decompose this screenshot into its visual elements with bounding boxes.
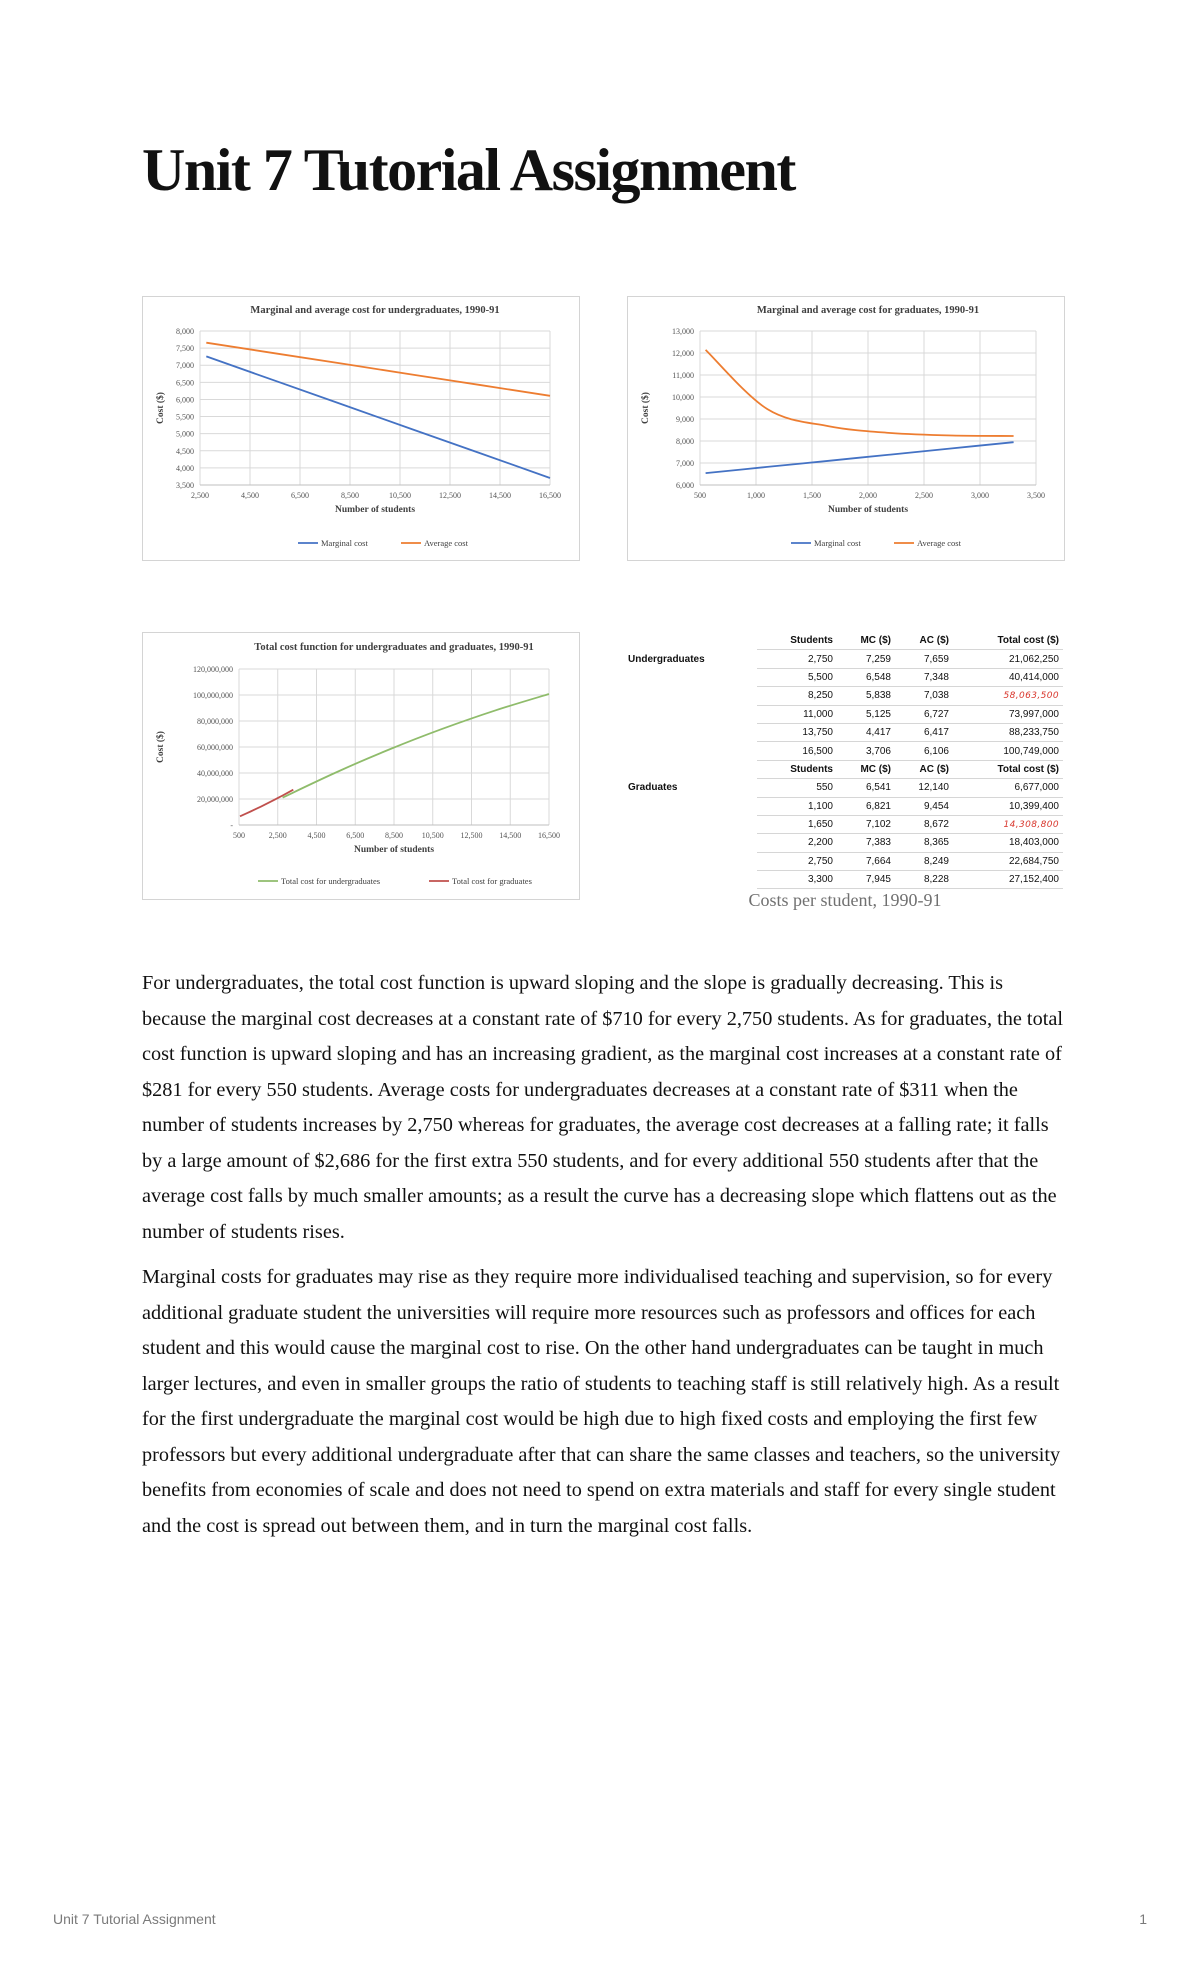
- y-tick-label: 10,000: [672, 393, 694, 402]
- table-cell: 3,300: [757, 871, 837, 889]
- table-cell: 7,659: [895, 650, 953, 668]
- group-label-blank: [627, 687, 757, 705]
- table-cell: 7,664: [837, 852, 895, 870]
- page-title: Unit 7 Tutorial Assignment: [142, 137, 795, 203]
- table-cell: 8,365: [895, 834, 953, 852]
- table-cell: 5,838: [837, 687, 895, 705]
- table-cell: 8,250: [757, 687, 837, 705]
- table-cell: 7,348: [895, 668, 953, 686]
- table-cell: 16,500: [757, 742, 837, 760]
- x-tick-label: 2,000: [859, 491, 877, 500]
- table-cell: 7,102: [837, 815, 895, 833]
- x-tick-label: 16,500: [538, 831, 560, 840]
- table-cell: 12,140: [895, 779, 953, 797]
- y-axis-label: Cost ($): [641, 392, 651, 424]
- group-label-blank: [627, 852, 757, 870]
- table-cell: 7,383: [837, 834, 895, 852]
- y-tick-label: 7,000: [676, 459, 694, 468]
- y-tick-label: 8,000: [176, 327, 194, 336]
- table-header-row: [627, 632, 1063, 650]
- table-header-blank: [627, 760, 757, 778]
- table-cell: 58,063,500: [953, 687, 1063, 705]
- x-tick-label: 4,500: [241, 491, 259, 500]
- y-tick-label: 11,000: [672, 371, 694, 380]
- table-row: [627, 852, 1063, 870]
- y-tick-label: 5,500: [176, 412, 194, 422]
- table-row: [627, 668, 1063, 686]
- column-header: Total cost ($): [953, 632, 1063, 650]
- y-tick-label: 13,000: [672, 327, 694, 336]
- table-cell: 21,062,250: [953, 650, 1063, 668]
- x-tick-label: 2,500: [191, 491, 209, 500]
- table-caption: Costs per student, 1990-91: [748, 890, 942, 910]
- x-tick-label: 10,500: [421, 831, 444, 840]
- y-tick-label: 6,000: [176, 395, 194, 405]
- table-cell: 5,500: [757, 668, 837, 686]
- graduate-cost-chart: [627, 296, 1065, 561]
- series-line: [206, 343, 550, 396]
- table-cell: 7,945: [837, 871, 895, 889]
- legend-label: Marginal cost: [814, 538, 861, 548]
- x-tick-label: 6,500: [346, 831, 365, 840]
- paragraph: Marginal costs for graduates may rise as they require more individualised teaching and supervision, so for every additional graduate student the universities will require more resources such as professors and offices for each student and this would cause the marginal cost to rise. On the other hand undergraduates can be taught in much larger lectures, and even in smaller groups the ratio of students to teaching staff is still relatively high. As a result for the first undergraduate the marginal cost would be high due to high fixed costs and employing the first few professors but every additional undergraduate after that can share the same classes and teachers, so the university benefits from economies of scale and does not need to spend on extra materials and staff for every single student and the cost is spread out between them, and in turn the marginal cost falls.: [142, 1266, 1061, 1537]
- legend-label: Total cost for undergraduates: [281, 876, 381, 886]
- table-cell: 6,727: [895, 705, 953, 723]
- table-cell: 13,750: [757, 723, 837, 741]
- table-cell: 8,249: [895, 852, 953, 870]
- y-tick-label: 40,000,000: [197, 769, 233, 778]
- table-row: [627, 650, 1063, 668]
- x-tick-label: 6,500: [291, 491, 309, 500]
- series-line: [283, 694, 549, 798]
- column-header: Total cost ($): [953, 760, 1063, 778]
- table-row: [627, 705, 1063, 723]
- legend-label: Average cost: [424, 538, 468, 548]
- x-axis-label: Number of students: [334, 505, 416, 515]
- column-header: MC ($): [837, 760, 895, 778]
- x-tick-label: 12,500: [460, 831, 483, 840]
- group-label-blank: [627, 705, 757, 723]
- x-tick-label: 4,500: [307, 831, 326, 840]
- y-tick-label: 8,000: [676, 437, 694, 446]
- table-row: [627, 815, 1063, 833]
- x-tick-label: 3,000: [971, 491, 989, 500]
- table-cell: 40,414,000: [953, 668, 1063, 686]
- undergrad-cost-chart-svg: [143, 297, 579, 560]
- y-tick-label: 120,000,000: [193, 665, 233, 674]
- y-tick-label: 4,000: [176, 463, 194, 473]
- table-cell: 1,650: [757, 815, 837, 833]
- graduate-cost-chart-svg: [628, 297, 1064, 560]
- y-tick-label: 5,000: [176, 429, 194, 439]
- x-tick-label: 500: [233, 831, 245, 840]
- footer-title: Unit 7 Tutorial Assignment: [53, 1911, 216, 1927]
- table-cell: 100,749,000: [953, 742, 1063, 760]
- table-cell: 2,200: [757, 834, 837, 852]
- y-tick-label: -: [230, 821, 233, 830]
- x-tick-label: 2,500: [915, 491, 933, 500]
- y-tick-label: 7,500: [176, 344, 194, 354]
- x-tick-label: 10,500: [389, 491, 411, 500]
- table-cell: 14,308,800: [953, 815, 1063, 833]
- group-label-blank: [627, 871, 757, 889]
- table-header-row: [627, 760, 1063, 778]
- table-cell: 6,548: [837, 668, 895, 686]
- body-text: [142, 966, 1064, 1554]
- paragraph: For undergraduates, the total cost function is upward sloping and the slope is gradually decreasing. This is because the marginal cost decreases at a constant rate of $710 for every 2,750 students. As for graduates, the total cost function is upward sloping and has an increasing gradient, as the marginal cost increases at a constant rate of $281 for every 550 students. Average costs for undergraduates decreases at a constant rate of $311 when the number of students increases by 2,750 whereas for graduates, the average cost decreases at a falling rate; it falls by a large amount of $2,686 for the first extra 550 students, and for every additional 550 students after that the average cost falls by much smaller amounts; as a result the curve has a decreasing slope which flattens out as the number of students rises.: [142, 972, 1063, 1243]
- table-row: [627, 779, 1063, 797]
- x-tick-label: 500: [694, 491, 706, 500]
- chart-title: Total cost function for undergraduates and graduates, 1990-91: [254, 642, 534, 653]
- column-header: Students: [757, 760, 837, 778]
- table-cell: 88,233,750: [953, 723, 1063, 741]
- y-tick-label: 60,000,000: [197, 743, 233, 752]
- total-cost-chart: [142, 632, 580, 900]
- table-row: [627, 723, 1063, 741]
- x-tick-label: 12,500: [439, 491, 461, 500]
- table-cell: 8,228: [895, 871, 953, 889]
- x-tick-label: 14,500: [489, 491, 511, 500]
- table-row: [627, 871, 1063, 889]
- table-cell: 27,152,400: [953, 871, 1063, 889]
- legend-label: Total cost for graduates: [452, 876, 532, 886]
- table-cell: 9,454: [895, 797, 953, 815]
- cost-table: [627, 632, 1063, 889]
- x-tick-label: 1,500: [803, 491, 821, 500]
- y-tick-label: 7,000: [176, 361, 194, 371]
- legend-label: Marginal cost: [321, 538, 368, 548]
- y-axis-label: Cost ($): [156, 731, 166, 763]
- table-cell: 2,750: [757, 650, 837, 668]
- y-tick-label: 80,000,000: [197, 717, 233, 726]
- table-cell: 550: [757, 779, 837, 797]
- series-line: [706, 350, 1014, 436]
- table-row: [627, 834, 1063, 852]
- table-cell: 5,125: [837, 705, 895, 723]
- group-label: Undergraduates: [627, 650, 757, 668]
- table-cell: 6,541: [837, 779, 895, 797]
- column-header: Students: [757, 632, 837, 650]
- table-row: [627, 742, 1063, 760]
- undergrad-cost-chart: [142, 296, 580, 561]
- legend-label: Average cost: [917, 538, 961, 548]
- total-cost-chart-svg: [143, 633, 579, 899]
- x-tick-label: 8,500: [385, 831, 403, 840]
- chart-title: Marginal and average cost for undergraduates, 1990-91: [250, 305, 500, 316]
- table-cell: 10,399,400: [953, 797, 1063, 815]
- table-cell: 4,417: [837, 723, 895, 741]
- y-tick-label: 20,000,000: [197, 795, 233, 804]
- table-row: [627, 797, 1063, 815]
- y-axis-label: Cost ($): [156, 392, 166, 424]
- series-line: [706, 442, 1014, 473]
- table-cell: 7,038: [895, 687, 953, 705]
- chart-title: Marginal and average cost for graduates, 1990-91: [756, 305, 980, 316]
- y-tick-label: 6,000: [676, 481, 694, 490]
- y-tick-label: 4,500: [176, 446, 194, 456]
- x-tick-label: 14,500: [499, 831, 522, 840]
- table-cell: 7,259: [837, 650, 895, 668]
- group-label-blank: [627, 834, 757, 852]
- cost-table-container: [627, 632, 1063, 886]
- group-label-blank: [627, 723, 757, 741]
- column-header: MC ($): [837, 632, 895, 650]
- table-row: [627, 687, 1063, 705]
- x-tick-label: 2,500: [268, 831, 287, 840]
- x-axis-label: Number of students: [353, 845, 435, 855]
- table-cell: 22,684,750: [953, 852, 1063, 870]
- series-line: [206, 356, 550, 478]
- group-label-blank: [627, 797, 757, 815]
- y-tick-label: 100,000,000: [193, 691, 233, 700]
- table-cell: 11,000: [757, 705, 837, 723]
- table-cell: 6,677,000: [953, 779, 1063, 797]
- table-cell: 8,672: [895, 815, 953, 833]
- group-label: Graduates: [627, 779, 757, 797]
- column-header: AC ($): [895, 632, 953, 650]
- x-tick-label: 8,500: [341, 491, 359, 500]
- table-cell: 2,750: [757, 852, 837, 870]
- y-tick-label: 9,000: [676, 415, 694, 424]
- x-tick-label: 3,500: [1027, 491, 1045, 500]
- page-number: 1: [1139, 1911, 1147, 1927]
- group-label-blank: [627, 668, 757, 686]
- series-line: [240, 790, 293, 817]
- table-header-blank: [627, 632, 757, 650]
- y-tick-label: 6,500: [176, 378, 194, 388]
- table-cell: 1,100: [757, 797, 837, 815]
- table-cell: 6,106: [895, 742, 953, 760]
- x-tick-label: 16,500: [539, 491, 561, 500]
- group-label-blank: [627, 815, 757, 833]
- table-cell: 3,706: [837, 742, 895, 760]
- x-axis-label: Number of students: [827, 505, 909, 515]
- y-tick-label: 12,000: [672, 349, 694, 358]
- column-header: AC ($): [895, 760, 953, 778]
- table-cell: 6,821: [837, 797, 895, 815]
- y-tick-label: 3,500: [176, 481, 194, 490]
- table-cell: 18,403,000: [953, 834, 1063, 852]
- table-cell: 6,417: [895, 723, 953, 741]
- table-cell: 73,997,000: [953, 705, 1063, 723]
- x-tick-label: 1,000: [747, 491, 765, 500]
- group-label-blank: [627, 742, 757, 760]
